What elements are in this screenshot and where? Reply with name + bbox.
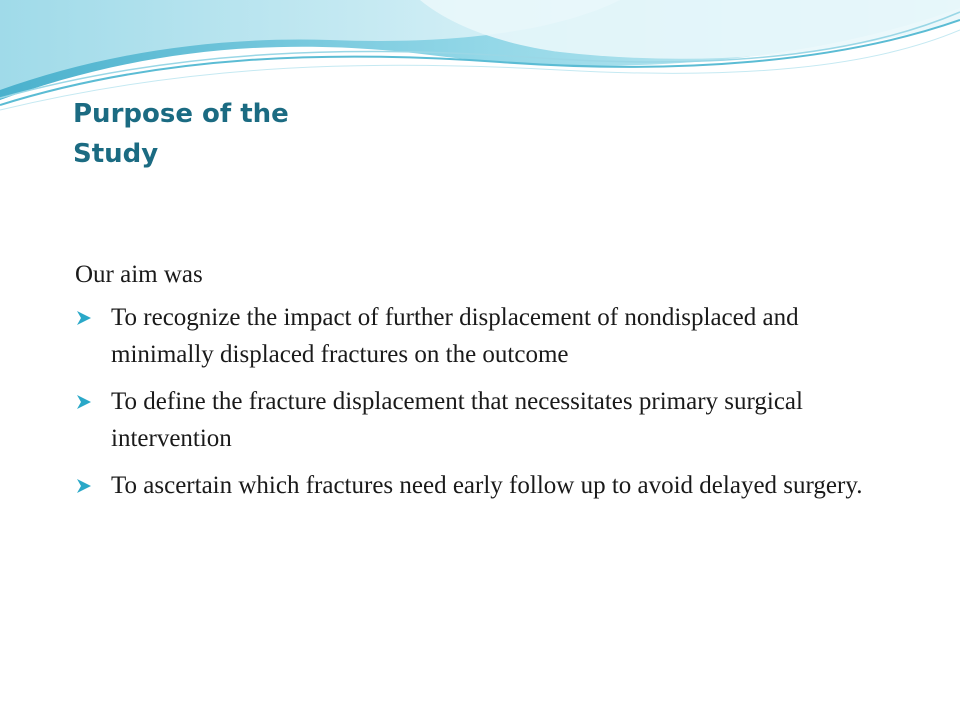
arrowhead-bullet-icon [76,394,92,410]
arrowhead-bullet-icon [76,310,92,326]
title-line-2: Study [73,139,159,169]
bullet-list [75,299,875,504]
intro-text: Our aim was [75,261,203,288]
bullet-text: To define the fracture displacement that necessitates primary surgical intervention [111,388,803,452]
slide-body [75,256,875,514]
arrowhead-bullet-icon [76,478,92,494]
slide-title [73,94,493,174]
bullet-item [75,467,875,504]
bullet-text: To ascertain which fractures need early follow up to avoid delayed surgery. [111,472,863,499]
bullet-item [75,383,875,457]
title-line-1: Purpose of the [73,99,289,129]
bullet-text: To recognize the impact of further displacement of nondisplaced and minimally displaced fractures on the outcome [111,304,799,368]
bullet-item [75,299,875,373]
